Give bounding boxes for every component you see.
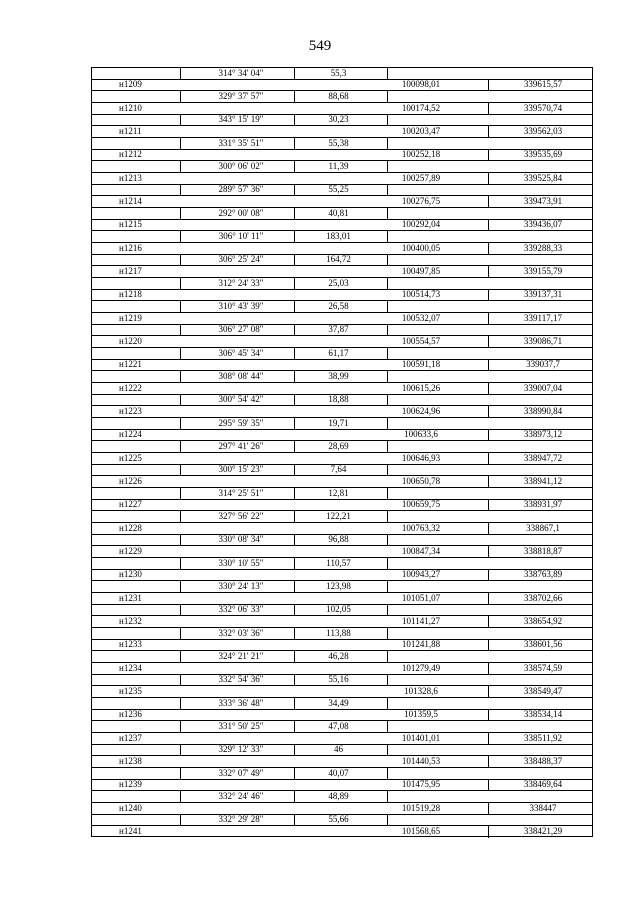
point-x: 100257,89: [401, 172, 441, 183]
point-name: н1209: [119, 79, 142, 90]
column-divider: [387, 720, 388, 732]
point-name: н1223: [119, 406, 142, 416]
point-name: н1213: [119, 172, 142, 183]
segment-length: 46: [334, 744, 343, 755]
column-divider: [180, 300, 181, 312]
point-y: 339117,17: [524, 312, 562, 323]
point-name: н1221: [119, 359, 142, 370]
segment-length: 40,07: [328, 767, 349, 778]
segment-angle: 331° 35' 51": [218, 137, 264, 148]
point-name: н1225: [119, 452, 142, 463]
point-y: 339615,57: [523, 79, 563, 90]
segment-angle: 332° 24' 46": [218, 791, 264, 801]
column-divider: [488, 685, 489, 697]
row-divider: [91, 125, 593, 126]
segment-angle: 330° 10' 55": [218, 557, 264, 568]
point-y: 339562,03: [523, 126, 563, 136]
column-divider: [488, 732, 489, 744]
point-y: 338931,97: [523, 499, 563, 510]
column-divider: [180, 417, 181, 429]
column-divider: [488, 545, 489, 557]
row-divider: [91, 452, 593, 453]
point-name: н1237: [119, 732, 142, 743]
column-divider: [387, 370, 388, 382]
point-x: 100943,27: [401, 569, 441, 580]
row-divider: [91, 685, 593, 686]
point-y: 338574,59: [523, 662, 563, 673]
point-y: 339137,31: [523, 289, 563, 300]
segment-length: 122,21: [326, 511, 351, 521]
column-divider: [387, 137, 388, 149]
segment-angle: 332° 06' 33": [218, 604, 264, 615]
row-divider: [91, 405, 593, 406]
row-divider: [91, 779, 593, 780]
column-divider: [488, 195, 489, 207]
point-x: 100497,85: [401, 266, 441, 276]
point-x: 101279,49: [401, 662, 441, 673]
point-x: 100646,93: [401, 452, 441, 463]
point-name: н1232: [119, 616, 142, 626]
segment-angle: 292° 00' 08": [218, 207, 264, 218]
column-divider: [180, 230, 181, 242]
point-name: н1210: [119, 102, 142, 113]
segment-length: 55,38: [328, 137, 349, 148]
row-divider: [91, 359, 593, 360]
row-divider: [91, 755, 593, 756]
row-divider: [91, 825, 593, 826]
segment-angle: 343° 15' 19": [218, 114, 264, 125]
point-x: 101051,07: [401, 592, 441, 603]
point-name: н1227: [119, 499, 142, 510]
column-divider: [180, 347, 181, 359]
column-divider: [488, 335, 489, 347]
column-divider: [387, 160, 388, 172]
column-divider: [180, 720, 181, 732]
column-divider: [488, 405, 489, 417]
segment-length: 11,39: [328, 161, 349, 171]
segment-length: 47,08: [328, 721, 349, 731]
segment-angle: 330° 08' 34": [218, 534, 264, 545]
point-x: 101519,28: [401, 802, 441, 813]
row-divider: [91, 475, 593, 476]
segment-angle: 312° 24' 33": [218, 277, 264, 288]
segment-length: 61,17: [328, 347, 349, 358]
column-divider: [488, 755, 489, 767]
segment-angle: 329° 12' 33": [218, 744, 264, 755]
column-divider: [387, 510, 388, 522]
point-name: н1238: [119, 756, 142, 766]
point-x: 100847,34: [401, 546, 441, 556]
point-x: 100174,52: [401, 102, 441, 113]
segment-length: 102,05: [326, 604, 351, 615]
row-divider: [91, 242, 593, 243]
point-y: 339525,84: [523, 172, 563, 183]
point-name: н1235: [119, 686, 142, 696]
column-divider: [387, 767, 388, 779]
segment-angle: 332° 03' 36": [218, 627, 264, 638]
column-divider: [488, 382, 489, 394]
point-name: н1214: [119, 196, 142, 206]
column-divider: [387, 650, 388, 662]
column-divider: [294, 67, 295, 79]
point-x: 101401,01: [401, 732, 441, 743]
point-y: 339535,69: [523, 149, 563, 160]
segment-length: 123,98: [326, 581, 351, 591]
column-divider: [294, 627, 295, 639]
column-divider: [488, 475, 489, 487]
point-y: 338511,92: [524, 732, 562, 743]
segment-angle: 289° 57' 36": [218, 184, 264, 195]
segment-angle: 333° 36' 48": [218, 697, 264, 708]
column-divider: [180, 487, 181, 499]
point-x: 101241,88: [401, 639, 441, 650]
column-divider: [387, 440, 388, 452]
segment-angle: 324° 21' 21": [218, 651, 264, 661]
point-name: н1229: [119, 546, 142, 556]
segment-length: 96,88: [328, 534, 349, 545]
column-divider: [294, 370, 295, 382]
column-divider: [488, 265, 489, 277]
point-y: 338469,64: [523, 779, 563, 790]
point-y: 339570,74: [523, 102, 563, 113]
column-divider: [488, 242, 489, 254]
column-divider: [294, 767, 295, 779]
point-name: н1217: [119, 266, 142, 276]
point-name: н1241: [119, 826, 142, 836]
column-divider: [488, 802, 489, 814]
segment-length: 37,87: [328, 324, 349, 335]
point-y: 338447: [529, 802, 557, 813]
segment-angle: 332° 07' 49": [218, 767, 264, 778]
column-divider: [387, 207, 388, 219]
point-x: 100633,6: [404, 429, 438, 440]
point-name: н1234: [119, 662, 142, 673]
segment-length: 46,28: [328, 651, 349, 661]
point-name: н1239: [119, 779, 142, 790]
column-divider: [387, 90, 388, 102]
segment-length: 183,01: [326, 231, 351, 241]
point-y: 338549,47: [523, 686, 563, 696]
column-divider: [294, 277, 295, 289]
row-divider: [91, 732, 593, 733]
segment-angle: 330° 24' 13": [218, 581, 264, 591]
row-divider: [91, 545, 593, 546]
point-y: 338763,89: [523, 569, 563, 580]
column-divider: [488, 615, 489, 627]
column-divider: [180, 90, 181, 102]
row-divider: [91, 149, 593, 150]
point-y: 338990,84: [523, 406, 563, 416]
point-x: 100514,73: [401, 289, 441, 300]
segment-length: 25,03: [328, 277, 349, 288]
segment-angle: 306° 27' 08": [218, 324, 264, 335]
segment-angle: 297° 41' 26": [218, 441, 264, 451]
column-divider: [387, 487, 388, 499]
segment-length: 18,88: [328, 394, 349, 405]
column-divider: [387, 347, 388, 359]
segment-angle: 314° 25' 51": [218, 487, 264, 498]
segment-length: 30,23: [328, 114, 349, 125]
point-x: 101141,27: [402, 616, 440, 626]
column-divider: [488, 172, 489, 184]
column-divider: [294, 510, 295, 522]
point-y: 338654,92: [523, 616, 563, 626]
point-name: н1224: [119, 429, 142, 440]
point-y: 339037,7: [526, 359, 560, 370]
point-name: н1228: [119, 522, 142, 533]
point-x: 100763,32: [401, 522, 441, 533]
column-divider: [294, 347, 295, 359]
segment-length: 26,58: [328, 301, 349, 311]
column-divider: [180, 790, 181, 802]
point-name: н1219: [119, 312, 142, 323]
segment-length: 55,25: [328, 184, 349, 195]
segment-angle: 306° 45' 34": [218, 347, 264, 358]
column-divider: [488, 102, 489, 114]
row-divider: [91, 79, 593, 80]
point-y: 339288,33: [523, 242, 563, 253]
column-divider: [488, 662, 489, 674]
segment-length: 48,89: [328, 791, 349, 801]
point-x: 100591,18: [401, 359, 441, 370]
point-name: н1212: [119, 149, 142, 160]
column-divider: [294, 230, 295, 242]
column-divider: [180, 510, 181, 522]
segment-angle: 300° 54' 42": [218, 394, 264, 405]
row-divider: [91, 709, 593, 710]
column-divider: [180, 440, 181, 452]
point-x: 100624,96: [401, 406, 441, 416]
column-divider: [294, 90, 295, 102]
point-y: 338601,56: [523, 639, 563, 650]
row-divider: [91, 639, 593, 640]
column-divider: [294, 557, 295, 569]
point-name: н1211: [119, 126, 142, 136]
segment-angle: 332° 54' 36": [218, 674, 264, 685]
segment-length: 164,72: [326, 254, 351, 265]
row-divider: [91, 569, 593, 570]
column-divider: [180, 137, 181, 149]
point-name: н1220: [119, 336, 142, 346]
segment-angle: 310° 43' 39": [218, 301, 264, 311]
point-y: 338421,29: [523, 826, 563, 836]
segment-length: 55,66: [328, 814, 349, 825]
segment-length: 19,71: [328, 417, 349, 428]
column-divider: [180, 767, 181, 779]
row-divider: [91, 592, 593, 593]
point-name: н1215: [119, 219, 142, 230]
row-divider: [91, 335, 593, 336]
point-name: н1233: [119, 639, 142, 650]
column-divider: [294, 790, 295, 802]
point-y: 339473,91: [523, 196, 563, 206]
point-y: 338941,12: [523, 476, 563, 486]
point-x: 100292,04: [401, 219, 441, 230]
column-divider: [180, 627, 181, 639]
point-y: 338867,1: [526, 522, 560, 533]
segment-angle: 329° 37' 57": [218, 91, 264, 101]
table-border-bottom: [91, 836, 593, 837]
row-divider: [91, 615, 593, 616]
column-divider: [387, 697, 388, 709]
segment-angle: 306° 10' 11": [218, 231, 264, 241]
segment-angle: 295° 59' 35": [218, 417, 264, 428]
column-divider: [180, 160, 181, 172]
row-divider: [91, 289, 593, 290]
column-divider: [387, 580, 388, 592]
segment-length: 55,16: [328, 674, 349, 685]
column-divider: [294, 720, 295, 732]
point-x: 100203,47: [401, 126, 441, 136]
point-name: н1236: [119, 709, 142, 720]
column-divider: [294, 417, 295, 429]
point-y: 338973,12: [523, 429, 563, 440]
point-x: 100659,75: [401, 499, 441, 510]
point-name: н1226: [119, 476, 142, 486]
column-divider: [180, 207, 181, 219]
point-x: 100400,05: [401, 242, 441, 253]
column-divider: [387, 417, 388, 429]
segment-angle: 332° 29' 28": [218, 814, 264, 825]
column-divider: [294, 137, 295, 149]
point-y: 339155,79: [523, 266, 563, 276]
point-y: 338702,66: [523, 592, 563, 603]
point-x: 100276,75: [401, 196, 441, 206]
row-divider: [91, 802, 593, 803]
column-divider: [488, 312, 489, 324]
segment-angle: 331° 50' 25": [218, 721, 264, 731]
row-divider: [91, 382, 593, 383]
column-divider: [180, 580, 181, 592]
point-name: н1216: [119, 242, 142, 253]
point-name: н1230: [119, 569, 142, 580]
point-x: 101328,6: [404, 686, 438, 696]
segment-angle: 308° 08' 44": [218, 371, 264, 381]
point-x: 100532,07: [401, 312, 441, 323]
point-x: 101359,5: [404, 709, 438, 720]
column-divider: [387, 300, 388, 312]
column-divider: [387, 557, 388, 569]
point-name: н1240: [119, 802, 142, 813]
point-y: 338818,87: [523, 546, 563, 556]
point-x: 100554,57: [401, 336, 441, 346]
row-divider: [91, 265, 593, 266]
point-x: 101440,53: [401, 756, 441, 766]
segment-length: 40,81: [328, 207, 349, 218]
column-divider: [488, 825, 489, 837]
column-divider: [488, 592, 489, 604]
row-divider: [91, 662, 593, 663]
point-name: н1231: [119, 592, 142, 603]
segment-angle: 300° 06' 02": [218, 161, 264, 171]
point-x: 100615,26: [401, 382, 441, 393]
column-divider: [488, 522, 489, 534]
point-name: н1222: [119, 382, 142, 393]
segment-length: 113,88: [326, 627, 351, 638]
point-y: 339436,07: [523, 219, 563, 230]
coordinates-table: [91, 67, 593, 837]
point-x: 100650,78: [401, 476, 441, 486]
column-divider: [294, 300, 295, 312]
row-divider: [91, 429, 593, 430]
row-divider: [91, 499, 593, 500]
column-divider: [294, 207, 295, 219]
row-divider: [91, 102, 593, 103]
segment-length: 12,81: [328, 487, 349, 498]
segment-angle: 306° 25' 24": [218, 254, 264, 265]
point-name: н1218: [119, 289, 142, 300]
column-divider: [180, 697, 181, 709]
column-divider: [387, 67, 388, 79]
point-x: 100098,01: [401, 79, 441, 90]
column-divider: [180, 370, 181, 382]
point-y: 338947,72: [523, 452, 563, 463]
column-divider: [294, 487, 295, 499]
segment-angle: 300° 15' 23": [218, 464, 264, 475]
segment-length: 28,69: [328, 441, 349, 451]
segment-length: 38,99: [328, 371, 349, 381]
segment-length: 88,68: [328, 91, 349, 101]
column-divider: [387, 627, 388, 639]
column-divider: [387, 230, 388, 242]
column-divider: [180, 67, 181, 79]
column-divider: [294, 697, 295, 709]
segment-angle: 327° 56' 22": [218, 511, 264, 521]
column-divider: [294, 580, 295, 592]
column-divider: [387, 790, 388, 802]
row-divider: [91, 172, 593, 173]
column-divider: [180, 650, 181, 662]
column-divider: [180, 557, 181, 569]
column-divider: [294, 160, 295, 172]
point-x: 101568,65: [401, 826, 441, 836]
column-divider: [488, 452, 489, 464]
row-divider: [91, 219, 593, 220]
point-y: 338488,37: [523, 756, 563, 766]
segment-length: 34,49: [328, 697, 349, 708]
row-divider: [91, 312, 593, 313]
column-divider: [180, 277, 181, 289]
point-x: 101475,95: [401, 779, 441, 790]
column-divider: [387, 277, 388, 289]
segment-angle: 314° 34' 04": [218, 67, 264, 78]
column-divider: [294, 440, 295, 452]
page-number: 549: [308, 38, 332, 54]
column-divider: [488, 125, 489, 137]
point-y: 339007,04: [523, 382, 563, 393]
segment-length: 55,3: [330, 67, 347, 78]
column-divider: [294, 650, 295, 662]
point-y: 338534,14: [523, 709, 563, 720]
row-divider: [91, 522, 593, 523]
segment-length: 110,57: [326, 557, 351, 568]
point-x: 100252,18: [401, 149, 441, 160]
point-y: 339086,71: [523, 336, 563, 346]
row-divider: [91, 195, 593, 196]
segment-length: 7,64: [330, 464, 347, 475]
